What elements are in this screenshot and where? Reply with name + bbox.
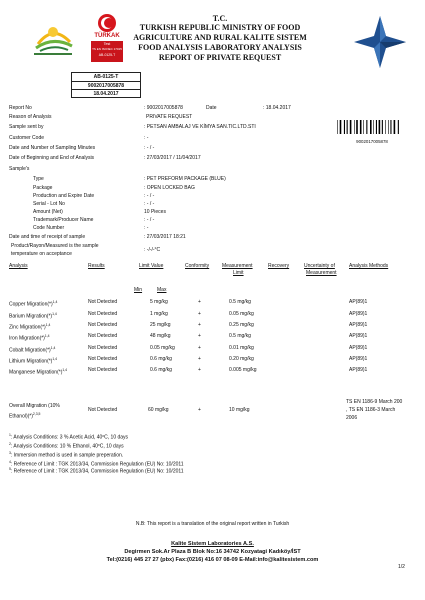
barcode-bar bbox=[360, 120, 362, 134]
row-sup: 1,4 bbox=[45, 323, 51, 327]
row-method: AP(89)1 bbox=[349, 356, 368, 362]
row-limit: 48 mg/kg bbox=[150, 333, 171, 339]
row-conformity: + bbox=[198, 299, 201, 305]
temperature-label-1: Product/Rayon/Measured is the sample bbox=[11, 243, 99, 249]
analysis-dates-label: Date of Beginning and End of Analysis bbox=[9, 155, 95, 161]
accreditation-box bbox=[71, 72, 141, 98]
row-result: Not Detected bbox=[88, 322, 118, 328]
col-uncertainty-2: Measurement bbox=[306, 270, 337, 276]
row-limit: 5 mg/kg bbox=[150, 299, 168, 305]
row-method: AP(89)1 bbox=[349, 345, 368, 351]
row-limit: 0.6 mg/kg bbox=[150, 367, 172, 373]
turkak-sub: Test bbox=[103, 42, 111, 46]
sample-type-value: : PET PREFORM PACKAGE (BLUE) bbox=[144, 176, 226, 182]
row-analysis: Iron $Migration(*)^{1,4}$ bbox=[9, 334, 50, 342]
barcode-bar bbox=[388, 120, 389, 134]
report-no-value: : 9002017005878 bbox=[144, 105, 183, 111]
barcode bbox=[336, 120, 408, 144]
row-conformity: + bbox=[198, 345, 201, 351]
header-line2: AGRICULTURE AND RURAL KALITE SISTEM bbox=[133, 33, 307, 42]
row-analysis: Copper $Migration(*)^{1,4}$ bbox=[9, 300, 58, 308]
col-conformity: Conformity bbox=[185, 263, 210, 269]
col-results: Results bbox=[88, 263, 105, 269]
barcode-bar bbox=[379, 120, 381, 134]
sample-production-label: Production and Expire Date bbox=[33, 193, 95, 199]
row-analysis: Zinc $Migration(*)^{1,4}$ bbox=[9, 323, 51, 331]
sample-trademark-value: : - / - bbox=[144, 217, 155, 223]
row-method: AP(89)1 bbox=[349, 311, 368, 317]
note-item: $^5$: Reference of Limit : TGK 2013/34, Commission Regulation (EU) No: 10/2011 bbox=[9, 467, 184, 475]
row-conformity: + bbox=[198, 322, 201, 328]
barcode-bar bbox=[382, 120, 383, 134]
barcode-bar bbox=[347, 120, 348, 134]
col-recovery: Recovery bbox=[268, 263, 290, 269]
row-method: AP(89)1 bbox=[349, 299, 368, 305]
overall-method-2: , TS EN 1186-3 March bbox=[346, 407, 396, 413]
barcode-text: 9002017005878 bbox=[356, 139, 388, 144]
footer-address: Degirmen Sok.Ar Plaza B Blok No:16 34742 Kozyatagi Kadıköy/İST bbox=[124, 549, 301, 555]
col-limit: Limit Value bbox=[139, 263, 164, 269]
row-measurement-limit: 0.20 mg/kg bbox=[229, 356, 254, 362]
reason-label: Reason of Analysis bbox=[9, 114, 52, 120]
row-measurement-limit: 0.5 mg/kg bbox=[229, 333, 251, 339]
accreditation-code: AB-0125-T bbox=[72, 73, 140, 82]
barcode-bar bbox=[373, 120, 374, 134]
overall-analysis-1: Overall Migration (10% bbox=[9, 403, 60, 409]
barcode-bar bbox=[356, 120, 358, 134]
sent-by-value: : PETSAN AMBALAJ VE KİMYA SAN.TIC.LTD.STI bbox=[144, 124, 256, 130]
accreditation-date: 18.04.2017 bbox=[93, 91, 119, 97]
overall-analysis-2: $Ethanol)(*)^{2,3,5}$ bbox=[9, 412, 41, 420]
row-sup: 1,4 bbox=[62, 368, 68, 372]
sample-amount-label: Amount (Net) bbox=[33, 209, 63, 215]
row-sup: 1,4 bbox=[52, 300, 58, 304]
overall-sup: 2,3,5 bbox=[32, 412, 41, 416]
row-result: Not Detected bbox=[88, 333, 118, 339]
col-analysis: Analysis bbox=[9, 263, 28, 269]
reason-value: PRIVATE REQUEST bbox=[146, 114, 193, 120]
row-result: Not Detected bbox=[88, 311, 118, 317]
barcode-bar bbox=[394, 120, 396, 134]
customer-code-label: Customer Code bbox=[9, 135, 45, 141]
barcode-bar bbox=[398, 120, 399, 134]
sample-serial-value: : - / - bbox=[144, 201, 155, 207]
turkak-label: TÜRKAK bbox=[94, 33, 120, 39]
footer-contact: Tel:(0216) 445 27 27 (pbx) Fax:(0216) 416 07 08-09 E-Mail:info@kalitesistem.com bbox=[106, 557, 319, 563]
receipt-value: : 27/03/2017 18:21 bbox=[144, 234, 186, 240]
header-line3: FOOD ANALYSIS LABORATORY ANALYSIS bbox=[138, 43, 302, 52]
col-measurement-limit: Limit bbox=[233, 270, 244, 276]
sample-package-value: : OPEN LOCKED BAG bbox=[144, 185, 195, 191]
overall-method-1: TS EN 1186-9 March 200 bbox=[346, 399, 403, 405]
barcode-bar bbox=[385, 120, 386, 134]
col-measurement: Measurement bbox=[222, 263, 253, 269]
report-date-value: : 18.04.2017 bbox=[263, 105, 291, 111]
row-measurement-limit: 0.005 mg/kg bbox=[229, 367, 257, 373]
row-measurement-limit: 0.01 mg/kg bbox=[229, 345, 254, 351]
barcode-bar bbox=[390, 120, 391, 134]
row-conformity: + bbox=[198, 367, 201, 373]
sampling-label: Date and Number of Sampling Minutes bbox=[9, 145, 96, 151]
note-item: $^2$: Analysis Conditions: 10 % Ethanol, 40ºC, 10 days bbox=[9, 442, 124, 450]
sampling-value: : - / - bbox=[144, 145, 155, 151]
row-limit: 25 mg/kg bbox=[150, 322, 171, 328]
sample-code-value: : - bbox=[144, 225, 149, 231]
row-measurement-limit: 0.05 mg/kg bbox=[229, 311, 254, 317]
note-item: $^3$: Immersion method is used in sample preperation. bbox=[9, 451, 124, 459]
row-result: Not Detected bbox=[88, 345, 118, 351]
col-uncertainty: Uncertainty of bbox=[304, 263, 335, 269]
overall-result: Not Detected bbox=[88, 407, 118, 413]
barcode-bar bbox=[350, 120, 352, 134]
row-analysis: Lithium $Migration(*)^{1,4}$ bbox=[9, 357, 58, 365]
row-limit: 0.05 mg/kg bbox=[150, 345, 175, 351]
header-tc: T.C. bbox=[212, 14, 228, 23]
row-method: AP(89)1 bbox=[349, 333, 368, 339]
turkak-code: AB-0125-T bbox=[98, 53, 116, 57]
turkak-standard: TS EN ISO/IEC 17025 bbox=[92, 47, 122, 51]
row-result: Not Detected bbox=[88, 367, 118, 373]
footer-note: N.B: This report is a translation of the original report written in Turkish bbox=[135, 521, 290, 527]
row-result: Not Detected bbox=[88, 299, 118, 305]
receipt-label: Date and time of receipt of sample bbox=[9, 234, 86, 240]
row-conformity: + bbox=[198, 311, 201, 317]
footer-company: Kalite Sistem Laboratories A.S. bbox=[171, 541, 254, 547]
sample-amount-value: 10 Pieces bbox=[144, 209, 166, 215]
barcode-bar bbox=[363, 120, 364, 134]
overall-method-3: 2006 bbox=[346, 415, 358, 421]
page-number: 1/2 bbox=[398, 564, 405, 570]
row-sup: 1,4 bbox=[52, 312, 57, 316]
row-conformity: + bbox=[198, 356, 201, 362]
row-analysis: Barium $Migration(*)^{1,4}$ bbox=[9, 312, 57, 320]
sample-serial-label: Serial - Lot No bbox=[33, 201, 65, 207]
barcode-bar bbox=[354, 120, 355, 134]
samples-label: Sample's bbox=[9, 166, 30, 172]
row-limit: 0.6 mg/kg bbox=[150, 356, 172, 362]
sample-package-label: Package bbox=[33, 185, 53, 191]
row-method: AP(89)1 bbox=[349, 322, 368, 328]
barcode-bar bbox=[376, 120, 377, 134]
overall-conformity: + bbox=[198, 407, 201, 413]
star-logo bbox=[352, 14, 408, 70]
barcode-bar bbox=[366, 120, 367, 134]
row-method: AP(89)1 bbox=[349, 367, 368, 373]
report-no-label: Report No bbox=[9, 105, 32, 111]
row-sup: 1,4 bbox=[50, 346, 56, 350]
sample-code-label: Code Number bbox=[33, 225, 65, 231]
row-sup: 1,4 bbox=[44, 334, 50, 338]
row-analysis: Manganese $Migration(*)^{1,4}$ bbox=[9, 368, 68, 376]
header-line1: TURKISH REPUBLIC MINISTRY OF FOOD bbox=[139, 23, 301, 32]
barcode-bar bbox=[337, 120, 338, 134]
header-line4: REPORT OF PRIVATE REQUEST bbox=[158, 53, 282, 62]
barcode-bar bbox=[344, 120, 345, 134]
col-max: Max bbox=[157, 287, 167, 293]
sent-by-label: Sample sent by bbox=[9, 124, 44, 130]
lab-logo bbox=[30, 18, 76, 58]
note-item: $^4$: Reference of Limit : TGK 2013/34, Commission Regulation (EU) No: 10/2011 bbox=[9, 460, 184, 468]
row-measurement-limit: 0.25 mg/kg bbox=[229, 322, 254, 328]
report-date-label: Date bbox=[206, 105, 217, 111]
sample-type-label: Type bbox=[33, 176, 44, 182]
row-sup: 1,4 bbox=[52, 357, 58, 361]
temperature-value: : -/-/-°C bbox=[144, 247, 161, 253]
temperature-label-2: temperature on acceptance bbox=[11, 251, 72, 257]
barcode-bar bbox=[370, 120, 372, 134]
row-measurement-limit: 0.5 mg/kg bbox=[229, 299, 251, 305]
note-item: $^1$: Analysis Conditions: 3 % Acetic Acid, 40ºC, 10 days bbox=[9, 433, 129, 441]
col-min: Min bbox=[134, 287, 143, 293]
sample-production-value: : - / - bbox=[144, 193, 155, 199]
barcode-bar bbox=[340, 120, 342, 134]
overall-mlimit: 10 mg/kg bbox=[229, 407, 250, 413]
row-limit: 1 mg/kg bbox=[150, 311, 168, 317]
accreditation-report-no: 9002017005878 bbox=[72, 82, 140, 91]
analysis-dates-value: : 27/03/2017 / 11/04/2017 bbox=[144, 155, 201, 161]
overall-limit: 60 mg/kg bbox=[148, 407, 169, 413]
customer-code-value: : - bbox=[144, 135, 149, 141]
col-methods: Analysis Methods bbox=[349, 263, 389, 269]
row-result: Not Detected bbox=[88, 356, 118, 362]
row-analysis: Cobalt $Migration(*)^{1,4}$ bbox=[9, 346, 56, 354]
turkak-logo bbox=[88, 14, 126, 64]
sample-trademark-label: Trademark/Producer Name bbox=[33, 217, 94, 223]
row-conformity: + bbox=[198, 333, 201, 339]
